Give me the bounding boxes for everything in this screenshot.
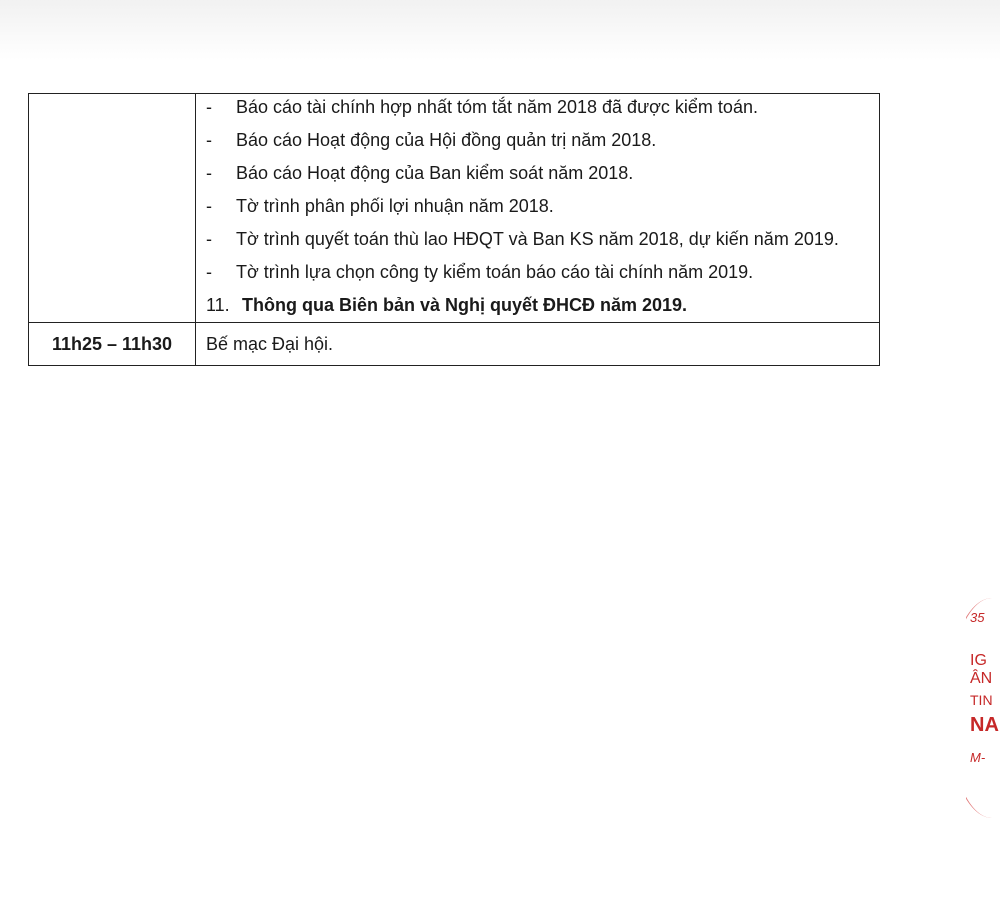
bullet-dash: - — [206, 130, 212, 150]
list-item — [206, 96, 869, 118]
stamp-ring — [966, 598, 1000, 818]
list-item — [206, 195, 869, 217]
scan-shadow — [0, 0, 1000, 60]
stamp-text: IG — [970, 652, 987, 669]
closing-cell: Bế mạc Đại hội. — [196, 323, 880, 366]
item-text: Thông qua Biên bản và Nghị quyết ĐHCĐ năm 2019. — [242, 295, 688, 315]
table-row — [29, 94, 880, 323]
stamp-text: NA — [970, 714, 999, 736]
stamp-text: TIN — [970, 692, 993, 708]
stamp-text: 35 — [970, 610, 985, 625]
red-stamp — [966, 598, 1000, 818]
content-cell — [196, 94, 880, 323]
bullet-dash: - — [206, 196, 212, 216]
item-text: Báo cáo Hoạt động của Hội đồng quản trị năm 2018. — [236, 130, 657, 150]
stamp-text: M- — [970, 750, 986, 765]
list-item — [206, 261, 869, 283]
numbered-item — [206, 294, 869, 316]
time-cell — [29, 94, 196, 323]
time-cell: 11h25 – 11h30 — [29, 323, 196, 366]
item-text: Tờ trình quyết toán thù lao HĐQT và Ban KS năm 2018, dự kiến năm 2019. — [236, 229, 839, 249]
bullet-dash: - — [206, 163, 212, 183]
item-text: Tờ trình phân phối lợi nhuận năm 2018. — [236, 196, 554, 216]
list-item — [206, 228, 869, 250]
item-text: Báo cáo tài chính hợp nhất tóm tắt năm 2018 đã được kiểm toán. — [236, 97, 758, 117]
list-item — [206, 162, 869, 184]
table-row — [29, 323, 880, 366]
list-item — [206, 129, 869, 151]
bullet-dash: - — [206, 262, 212, 282]
item-text: Tờ trình lựa chọn công ty kiểm toán báo cáo tài chính năm 2019. — [236, 262, 754, 282]
bullet-dash: - — [206, 229, 212, 249]
stamp-text: ÂN — [970, 670, 993, 687]
item-number: 11. — [206, 295, 230, 315]
bullet-dash: - — [206, 97, 212, 117]
item-text: Báo cáo Hoạt động của Ban kiểm soát năm 2018. — [236, 163, 634, 183]
agenda-table — [28, 93, 880, 366]
